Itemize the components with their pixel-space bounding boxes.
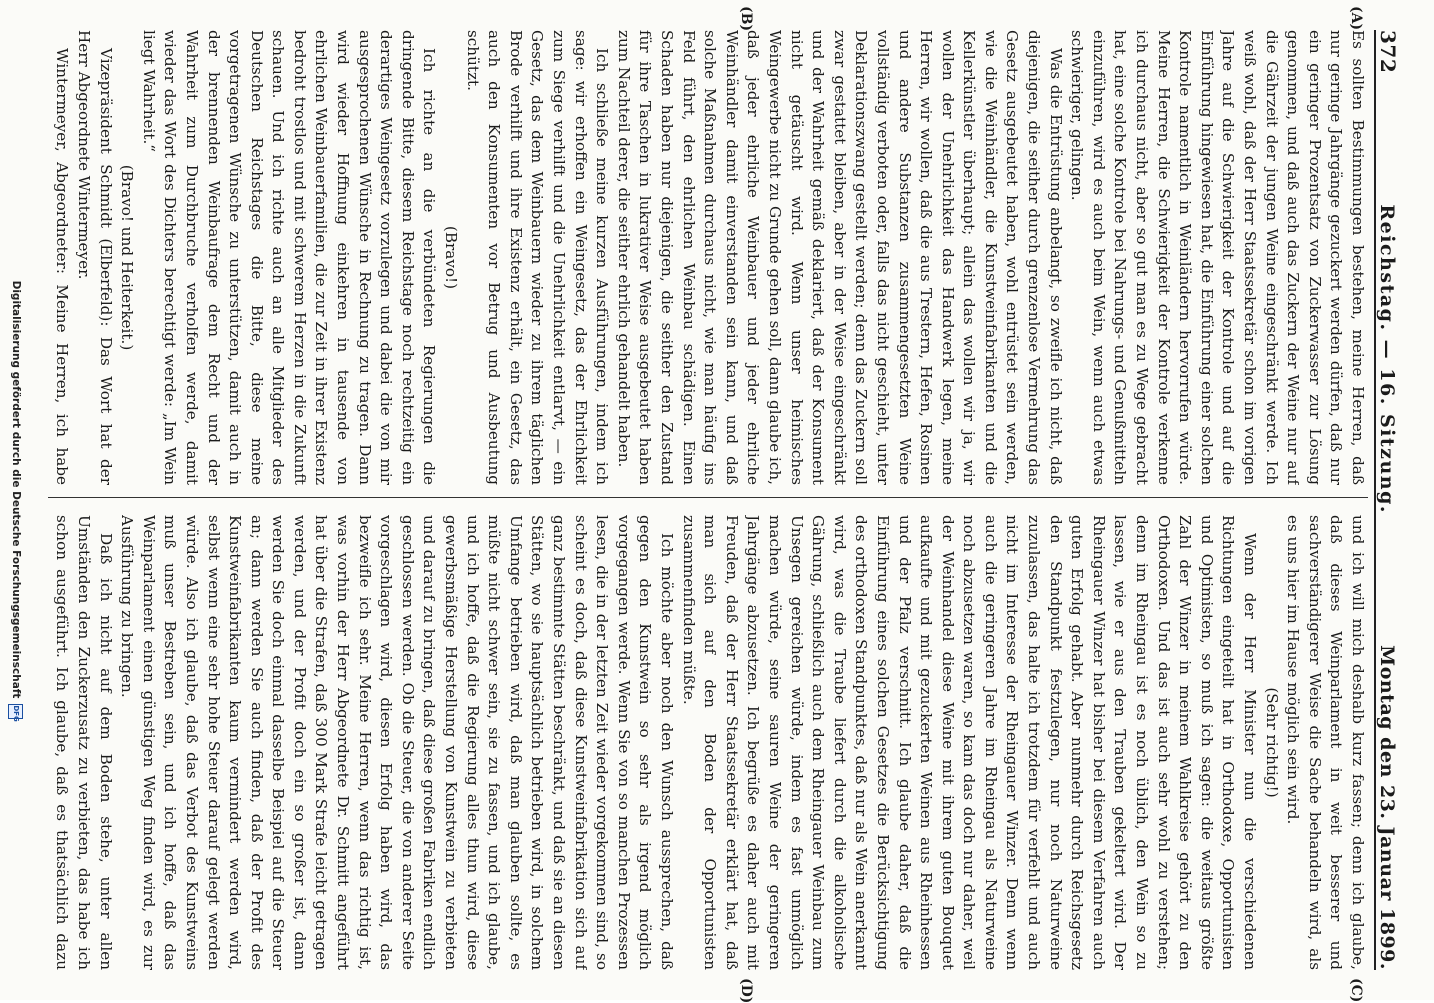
- speaker-paragraph: Vizepräsident Schmidt (Elberfeld): Das Wort hat der Herr Abgeordnete Wintermeyer.: [74, 30, 115, 485]
- paragraph: Daß ich nicht auf dem Boden stehe, unter allen Umständen den Zuckerzusatz zu verbieten, das habe ich schon ausgeführt. Ich glaube, daß es thatsächlich dazu: [53, 515, 115, 970]
- paragraph: Ich schließe meine kurzen Ausführungen, indem ich sage: wir erhoffen ein Weingesetz, das der Ehrlichkeit zum Siege verhilft und die Unehrlichkeit entlarvt, — ein Gesetz, das dem Weinbauern wieder zu ihrem täglichen Brode verhilft und ihre Existenz erhält, ein Gesetz, das auch den Konsumenten vor Betrug und Ausbeutung schützt.: [463, 30, 612, 485]
- page-number: 372: [1376, 30, 1400, 74]
- paragraph: Ich richte an die verbündeten Regierungen die dringende Bitte, diesem Reichstage noch rechtzeitig ein derartiges Weingesetz vorzulegen und dabei die von mir ausgesprochenen Wünsche in Rechnung zu tragen. Dann wird wieder Hoffnung einkehren in tausende von ehrlichen Weinbauerfamilien, die zur Zeit in ihrer Existenz bedroht trostlos und mit schwerem Herzen in die Zukunft schauen. Und ich richte auch an alle Mitglieder des Deutschen Reichstages die Bitte, diese meine vorgetragenen Wünsche zu unterstützen, damit auch in der brennenden Weinbaufrage dem Recht und der Wahrheit zum Durchbruche verholfen werde, damit wieder das Wort des Dichters berechtigt werde: „Im Wein liegt Wahrheit.“: [139, 30, 439, 485]
- credit-text: Digitalisierung gefördert durch die Deutsche Forschungsgemeinschaft: [10, 280, 22, 699]
- speaker-paragraph: Wintermeyer, Abgeordneter: Meine Herren, ich habe: [53, 48, 72, 485]
- interjection: (Sehr richtig!): [1262, 687, 1281, 798]
- paragraph: Wenn der Herr Minister nun die verschiedenen Richtungen eingeteilt hat in Orthodoxe, Opportunisten und Optimisten, so muß ich sagen: die weitaus größte Zahl der Winzer in meinem Wahlkreise gehört zu den Orthodoxen. Und das ist auch sehr wohl zu verstehen; denn im Rheingau ist es noch üblich, den Wein so zu lassen, wie er aus den Trauben gekeltert wird. Der Rheingauer Winzer hat bisher bei diesem Verfahren auch guten Erfolg gehabt. Aber nunmehr durch Reichsgesetz den Standpunkt festzulegen, nur noch Naturweine zuzulassen, das halte ich trotzdem für verfehlt und auch nicht im Interesse der Rheingauer Winzer. Denn wenn auch die geringeren Jahre im Rheingau als Naturweine noch abzusetzen waren, so kam das doch nur daher, weil der Weinhandel diese Weine mit ihrem guten Bouquet aufkaufte und mit gezuckerten Weinen aus Rheinhessen und der Pfalz verschnitt. Ich glaube daher, daß die Einführung eines solchen Gesetzes die Berücksichtigung des orthodoxen Standpunktes, daß nur als Wein anerkannt wird, was die Traube liefert durch die alkoholische Gährung, schließlich auch dem Rheingauer Weinbau zum Unsegen gereichen würde, indem es fast unmöglich machen würde, seine sauren Weine der geringeren Jahrgänge abzusetzen. Ich begrüße es daher auch mit Freuden, daß der Herr Staatssekretär erklärt hat, daß man sich auf den Boden der Opportunisten zusammenfinden müßte.: [679, 515, 1260, 970]
- page-title: Reichstag. — 16. Sitzung.: [1376, 204, 1398, 514]
- margin-marker-b: (B): [738, 6, 754, 32]
- paragraph: Es sollten Bestimmungen bestehen, meine Herren, daß nur geringe Jahrgänge gezuckert werden dürfen, daß nur ein geringer Prozentsatz von Zuckerwasser zur Lösung genommen, und daß auch das Zuckern der Weine nur auf die Gährzeit der jungen Weine eingeschränkt werde. Ich weiß wohl, daß der Herr Staatssekretär schon im vorigen Jahre auf die Schwierigkeit der Kontrole und auf die Einführung hingewiesen hat, die Einführung einer solchen Kontrole namentlich in Weinländern hervorrufen würde. Meine Herren, die Schwierigkeit der Kontrole verkenne ich durchaus nicht, aber so gut man es zu Wege gebracht hat, eine solche Kontrole bei Nahrungs- und Genußmitteln einzuführen, wird es auch beim Wein, wenn auch etwas schwieriger, gelingen.: [1068, 30, 1367, 485]
- column-divider: [48, 497, 1368, 498]
- session-date: Montag den 23. Januar 1899.: [1376, 645, 1398, 970]
- margin-marker-a: (A): [1348, 6, 1364, 31]
- interjection: (Bravo!): [442, 225, 461, 290]
- paragraph: und ich will mich deshalb kurz fassen; denn ich glaube, daß dieses Weinparlament in weit besserer und sachverständigerer Weise die Sache behandeln wird, als es uns hier im Hause möglich sein wird.: [1284, 515, 1367, 970]
- margin-marker-c: (C): [1348, 978, 1364, 1003]
- page-header: [1374, 30, 1412, 970]
- paragraph: Was die Entrüstung anbelangt, so zweifle ich nicht, daß diejenigen, die seither durch grenzenlose Vermehrung das Gesetz ausgebeutet haben, wohl entrüstet sein werden, wie die Weinhändler, die Kunstweinfabrikanten und die Kellerkünstler überhaupt; allein das wollen wir ja, wir wollen der Unehrlichkeit das Handwerk legen, meine Herren, wir wollen, daß die aus Trestern, Hefen, Rosinen und andere Substanzen zusammengesetzten Weine vollständig verboten oder, falls das nicht geschieht, unter Deklarationszwang gestellt werden; denn das Zuckern soll zwar gestattet bleiben, aber in der Weise eingeschränkt und der Wahrheit gemäß deklariert, daß der Konsument nicht getäuscht wird. Wenn unser heimisches Weingewerbe nicht zu Grunde gehen soll, dann glaube ich, daß jeder ehrliche Weinbauer und jeder ehrliche Weinhändler damit einverstanden sein kann, und daß solche Maßnahmen durchaus nicht, wie man häufig ins Feld führt, den ehrlichen Weinbau schädigen. Einen Schaden haben nur diejenigen, die seither den Zustand für ihre Taschen in lukrativer Weise ausgebeutet haben zum Nachteil derer, die seither ehrlich gehandelt haben.: [614, 30, 1065, 485]
- dfg-logo-icon: DFG: [9, 704, 24, 719]
- interjection: (Bravo! und Heiterkeit.): [118, 164, 137, 351]
- paragraph: Ich möchte aber noch den Wunsch aussprechen, daß gegen den Kunstwein so sehr als irgend möglich vorgegangen werde. Wenn Sie von so manchen Prozessen lesen, die in der letzten Zeit wieder vorgekommen sind, so scheint es doch, daß diese Kunstweinfabrikation sich auf ganz bestimmte Stätten beschränkt, und daß sie an diesen Stätten, wo sie hauptsächlich betrieben wird, in solchem Umfange betrieben wird, daß man glauben sollte, es müßte nicht schwer sein, sie zu fassen, und ich glaube, und ich hoffe, daß die Regierung alles thun wird, diese gewerbsmäßige Herstellung von Kunstwein zu verbieten und darauf zu bringen, daß diese großen Fabriken endlich geschlossen werden. Ob die Steuer, die von anderer Seite vorgeschlagen wird, diesen Erfolg haben wird, das bezweifle ich sehr. Meine Herren, wenn das richtig ist, was vorhin der Herr Abgeordnete Dr. Schmitt angeführt hat über die Strafen, daß 300 Mark Strafe leicht getragen werden, und der Profit doch ein so großer ist, dann werden Sie doch einmal dasselbe Beispiel auf die Steuer an; dann werden Sie auch finden, daß der Profit des Kunstweinfabrikanten kaum vermindert werden wird, selbst wenn eine sehr hohe Steuer darauf gelegt werden würde. Also ich glaube, daß das Verbot des Kunstweins muß unser Bestreben sein, und ich hoffe, daß das Weinparlament einen günstigen Weg finden wird, es zur Ausführung zu bringen.: [118, 515, 676, 970]
- right-column: [48, 515, 1368, 970]
- digitization-credit: [6, 0, 26, 1000]
- margin-marker-d: (D): [738, 978, 754, 1003]
- left-column: [48, 30, 1368, 485]
